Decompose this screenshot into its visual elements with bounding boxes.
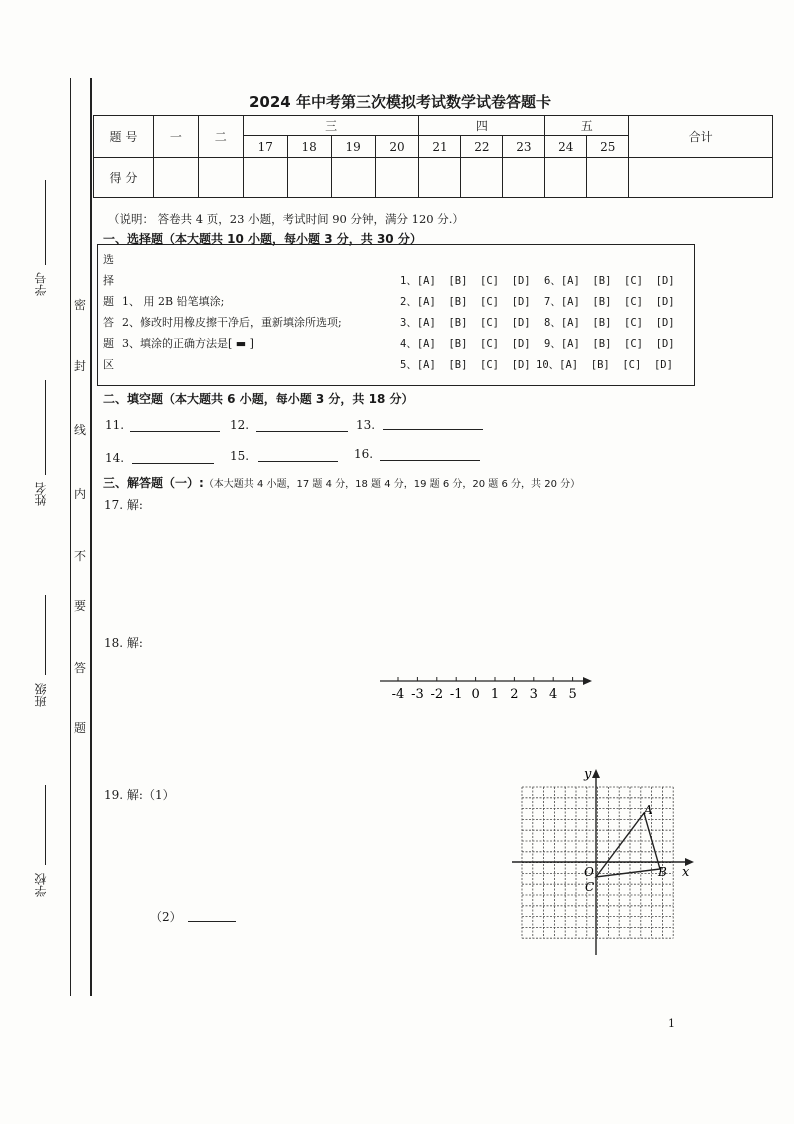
- box-char: 答: [103, 316, 114, 329]
- school-label: 学校: [34, 873, 48, 897]
- score-cell[interactable]: [375, 158, 419, 198]
- score-cell[interactable]: [419, 158, 461, 198]
- box-char: 择: [103, 274, 114, 287]
- y-axis-label: y: [584, 767, 592, 782]
- part3-heading: [103, 474, 580, 491]
- seal-char: 密: [74, 298, 87, 312]
- fill-q13-blank[interactable]: [383, 429, 483, 430]
- q17-answer-area[interactable]: [104, 515, 689, 625]
- point-c-label: C: [585, 880, 595, 894]
- box-char: 题: [103, 337, 114, 350]
- section-5-header: 五: [545, 116, 629, 136]
- score-cell[interactable]: [503, 158, 545, 198]
- box-char: 区: [103, 358, 114, 371]
- choice-question-row[interactable]: 2、[A] [B] [C] [D]: [400, 296, 531, 308]
- name-label: 姓名: [34, 482, 48, 506]
- choice-question-row[interactable]: 1、[A] [B] [C] [D]: [400, 275, 531, 287]
- choice-question-row[interactable]: 10、[A] [B] [C] [D]: [536, 359, 673, 371]
- score-cell[interactable]: [331, 158, 375, 198]
- q19-part1-label: 19. 解:（1）: [104, 788, 175, 802]
- number-line-tick-label: -1: [449, 687, 463, 702]
- number-line-tick-label: 3: [529, 687, 538, 702]
- question-no-header: 题 号: [94, 116, 154, 158]
- seal-char: 不: [74, 549, 87, 563]
- number-line-tick-label: 0: [471, 687, 480, 702]
- number-line: [378, 670, 598, 702]
- part3-heading-text: 三、解答题（一）:: [103, 476, 204, 490]
- score-cell[interactable]: [153, 158, 198, 198]
- choice-answer-box: [97, 244, 695, 386]
- seal-char: 线: [74, 423, 87, 437]
- score-table: [93, 115, 773, 198]
- seal-char: 内: [74, 487, 87, 501]
- choice-question-row[interactable]: 4、[A] [B] [C] [D]: [400, 338, 531, 350]
- part3-heading-note: （本大题共 4 小题，17 题 4 分，18 题 4 分，19 题 6 分，20 题 6 分，共 20 分）: [203, 479, 581, 490]
- seal-char: 封: [74, 359, 87, 373]
- fill-q13-label: 13.: [356, 418, 376, 432]
- school-blank: [45, 785, 46, 865]
- section-4-header: 四: [419, 116, 545, 136]
- seal-char: 答: [74, 661, 87, 675]
- seal-char: 题: [74, 721, 87, 735]
- choice-question-row[interactable]: 9、[A] [B] [C] [D]: [544, 338, 675, 350]
- binding-line-outer: [70, 78, 71, 996]
- score-cell[interactable]: [243, 158, 287, 198]
- question-number: 17: [243, 136, 287, 158]
- score-row-header: 得 分: [94, 158, 154, 198]
- fill-q16-blank[interactable]: [380, 460, 480, 461]
- page-title: 2024 年中考第三次模拟考试数学试卷答题卡: [249, 93, 551, 111]
- choice-question-row[interactable]: 7、[A] [B] [C] [D]: [544, 296, 675, 308]
- fill-q15-blank[interactable]: [258, 461, 338, 462]
- q18-answer-area[interactable]: [104, 652, 369, 772]
- instructions: （说明： 答卷共 4 页，23 小题，考试时间 90 分钟，满分 120 分.）: [108, 212, 464, 226]
- q19-part1-answer-area[interactable]: [104, 806, 494, 901]
- question-number: 25: [587, 136, 629, 158]
- number-line-tick-label: 2: [510, 687, 519, 702]
- score-cell[interactable]: [198, 158, 243, 198]
- q19-part2-label: （2）: [150, 910, 182, 924]
- x-axis-label: x: [682, 865, 690, 880]
- total-score-cell[interactable]: [629, 158, 773, 198]
- question-number: 24: [545, 136, 587, 158]
- box-char: 选: [103, 253, 114, 266]
- point-b-label: B: [658, 865, 667, 879]
- fill-q11-label: 11.: [105, 418, 125, 432]
- number-line-tick-label: 5: [568, 687, 577, 702]
- section-1-header: 一: [153, 116, 198, 158]
- page-number: 1: [668, 1017, 675, 1030]
- question-number: 21: [419, 136, 461, 158]
- score-cell[interactable]: [587, 158, 629, 198]
- name-blank: [45, 380, 46, 475]
- number-line-tick-label: 1: [490, 687, 500, 702]
- class-label: 班级: [34, 683, 48, 707]
- choice-question-row[interactable]: 6、[A] [B] [C] [D]: [544, 275, 675, 287]
- class-blank: [45, 595, 46, 675]
- fill-q14-blank[interactable]: [132, 463, 214, 464]
- seal-char: 要: [74, 599, 87, 613]
- number-line-tick-label: -2: [430, 687, 444, 702]
- fill-q15-label: 15.: [230, 449, 250, 463]
- score-cell[interactable]: [287, 158, 331, 198]
- rule-3: 3、填涂的正确方法是[ ▬ ]: [122, 337, 254, 350]
- question-number: 22: [461, 136, 503, 158]
- total-header: 合计: [629, 116, 773, 158]
- choice-question-row[interactable]: 3、[A] [B] [C] [D]: [400, 317, 531, 329]
- section-2-header: 二: [198, 116, 243, 158]
- triangle-abc: [596, 813, 660, 877]
- part2-heading: [103, 390, 413, 407]
- question-number: 20: [375, 136, 419, 158]
- binding-line-inner: [90, 78, 92, 996]
- origin-label: O: [584, 865, 594, 879]
- section-3-header: 三: [243, 116, 419, 136]
- point-a-label: A: [644, 803, 653, 817]
- number-line-tick-label: 4: [549, 687, 558, 702]
- question-number: 23: [503, 136, 545, 158]
- fill-q12-label: 12.: [230, 418, 250, 432]
- y-axis-arrow: [592, 769, 600, 778]
- student-no-label: 学号: [34, 272, 48, 296]
- choice-question-row[interactable]: 8、[A] [B] [C] [D]: [544, 317, 675, 329]
- choice-question-row[interactable]: 5、[A] [B] [C] [D]: [400, 359, 531, 371]
- fill-q14-label: 14.: [105, 451, 125, 465]
- number-line-arrow: [583, 677, 592, 685]
- rule-1: 1、 用 2B 铅笔填涂;: [122, 295, 225, 308]
- box-char: 题: [103, 295, 114, 308]
- rule-2: 2、修改时用橡皮擦干净后，重新填涂所选项;: [122, 316, 342, 329]
- fill-q16-label: 16.: [354, 447, 374, 461]
- number-line-tick-label: -4: [391, 687, 405, 702]
- student-no-blank: [45, 180, 46, 265]
- score-cell[interactable]: [461, 158, 503, 198]
- question-number: 19: [331, 136, 375, 158]
- question-number: 18: [287, 136, 331, 158]
- q19-part2-blank[interactable]: [188, 921, 236, 922]
- coordinate-grid-figure: [510, 765, 700, 957]
- score-cell[interactable]: [545, 158, 587, 198]
- q17-label: 17. 解:: [104, 498, 143, 512]
- fill-q12-blank[interactable]: [256, 431, 348, 432]
- part2-heading-text: 二、填空题（本大题共 6 小题，每小题 3 分，共 18 分）: [103, 392, 414, 406]
- fill-q11-blank[interactable]: [130, 431, 220, 432]
- q18-label: 18. 解:: [104, 636, 143, 650]
- part1-heading-text: 一、选择题（本大题共 10 小题，每小题 3 分，共 30 分）: [103, 232, 422, 246]
- number-line-tick-label: -3: [411, 687, 424, 702]
